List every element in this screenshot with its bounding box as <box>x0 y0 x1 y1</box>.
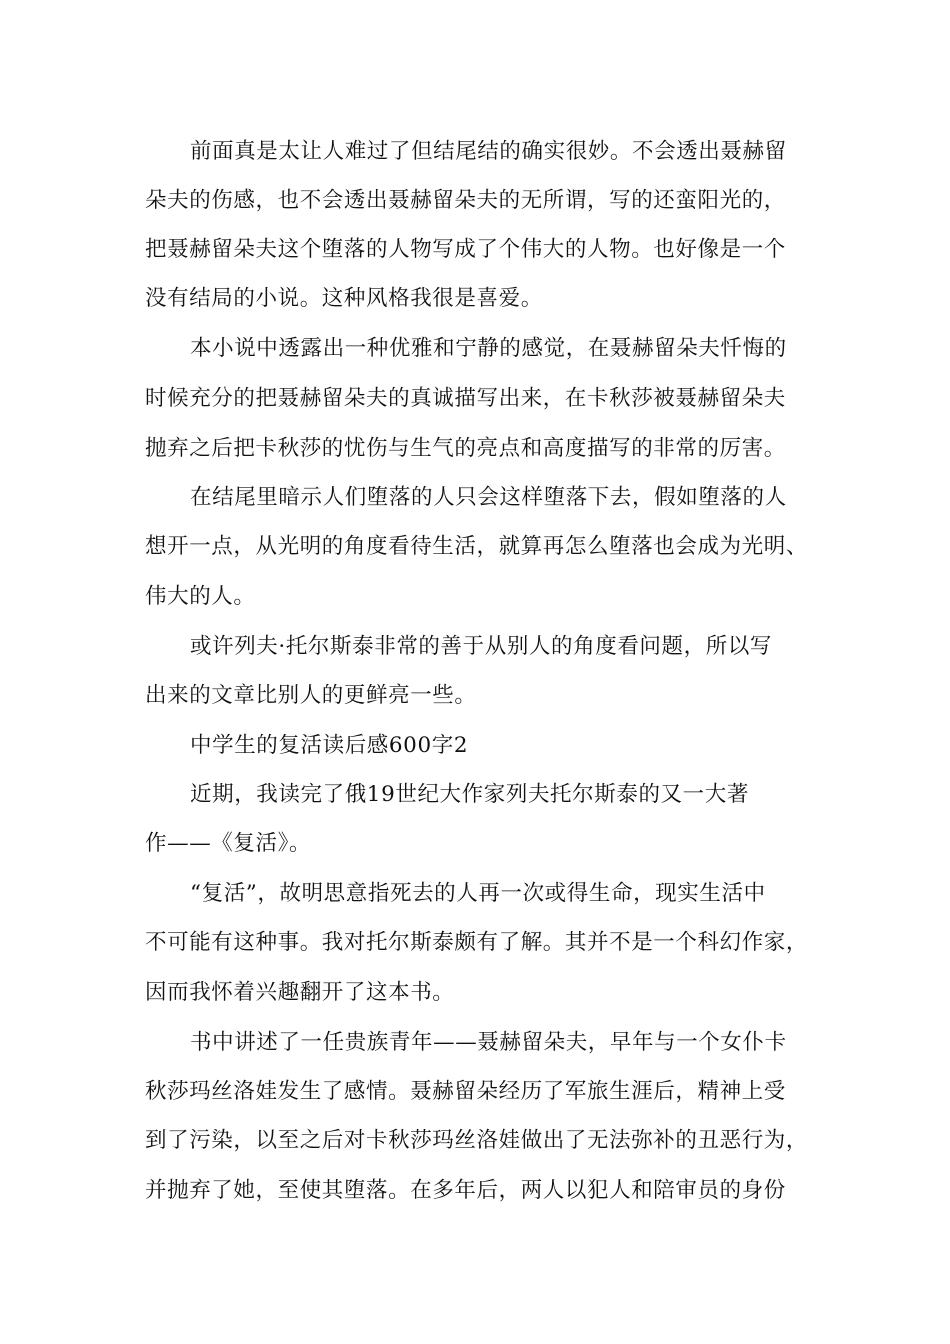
paragraph-3-line-1: 在结尾里暗示人们堕落的人只会这样堕落下去，假如堕落的人 <box>190 485 787 510</box>
paragraph-1-line-2: 朵夫的伤感，也不会透出聂赫留朵夫的无所谓，写的还蛮阳光的， <box>145 188 786 213</box>
paragraph-6-line-2: 不可能有这种事。我对托尔斯泰颇有了解。其并不是一个科幻作家， <box>145 930 809 955</box>
paragraph-4-line-1: 或许列夫·托尔斯泰非常的善于从别人的角度看问题，所以写 <box>190 634 773 659</box>
paragraph-2-line-3: 抛弃之后把卡秋莎的忧伤与生气的亮点和高度描写的非常的厉害。 <box>145 436 786 461</box>
paragraph-2-line-1: 本小说中透露出一种优雅和宁静的感觉，在聂赫留朵夫忏悔的 <box>190 336 787 361</box>
paragraph-7-line-1: 书中讲述了一任贵族青年——聂赫留朵夫，早年与一个女仆卡 <box>190 1030 787 1055</box>
paragraph-4-line-2: 出来的文章比别人的更鲜亮一些。 <box>145 683 477 708</box>
paragraph-1-line-3: 把聂赫留朵夫这个堕落的人物写成了个伟大的人物。也好像是一个 <box>145 237 786 262</box>
paragraph-6-line-3: 因而我怀着兴趣翻开了这本书。 <box>145 980 455 1005</box>
paragraph-6-line-1: “复活”，故明思意指死去的人再一次或得生命，现实生活中 <box>190 881 766 906</box>
paragraph-3-line-2: 想开一点，从光明的角度看待生活，就算再怎么堕落也会成为光明、 <box>145 534 809 559</box>
paragraph-1-line-4: 没有结局的小说。这种风格我很是喜爱。 <box>145 286 543 311</box>
paragraph-2-line-2: 时候充分的把聂赫留朵夫的真诚描写出来，在卡秋莎被聂赫留朵夫 <box>145 386 786 411</box>
paragraph-3-line-3: 伟大的人。 <box>145 584 256 609</box>
paragraph-7-line-4: 并抛弃了她，至使其堕落。在多年后，两人以犯人和陪审员的身份 <box>145 1178 786 1203</box>
paragraph-1-line-1: 前面真是太让人难过了但结尾结的确实很妙。不会透出聂赫留 <box>190 139 787 164</box>
paragraph-5-line-1: 近期，我读完了俄19世纪大作家列夫托尔斯泰的又一大著 <box>190 782 749 807</box>
paragraph-5-line-2: 作——《复活》。 <box>145 831 312 856</box>
paragraph-7-line-3: 到了污染，以至之后对卡秋莎玛丝洛娃做出了无法弥补的丑恶行为， <box>145 1128 809 1153</box>
section-heading: 中学生的复活读后感600字2 <box>190 733 469 758</box>
paragraph-7-line-2: 秋莎玛丝洛娃发生了感情。聂赫留朵经历了军旅生涯后，精神上受 <box>145 1079 786 1104</box>
